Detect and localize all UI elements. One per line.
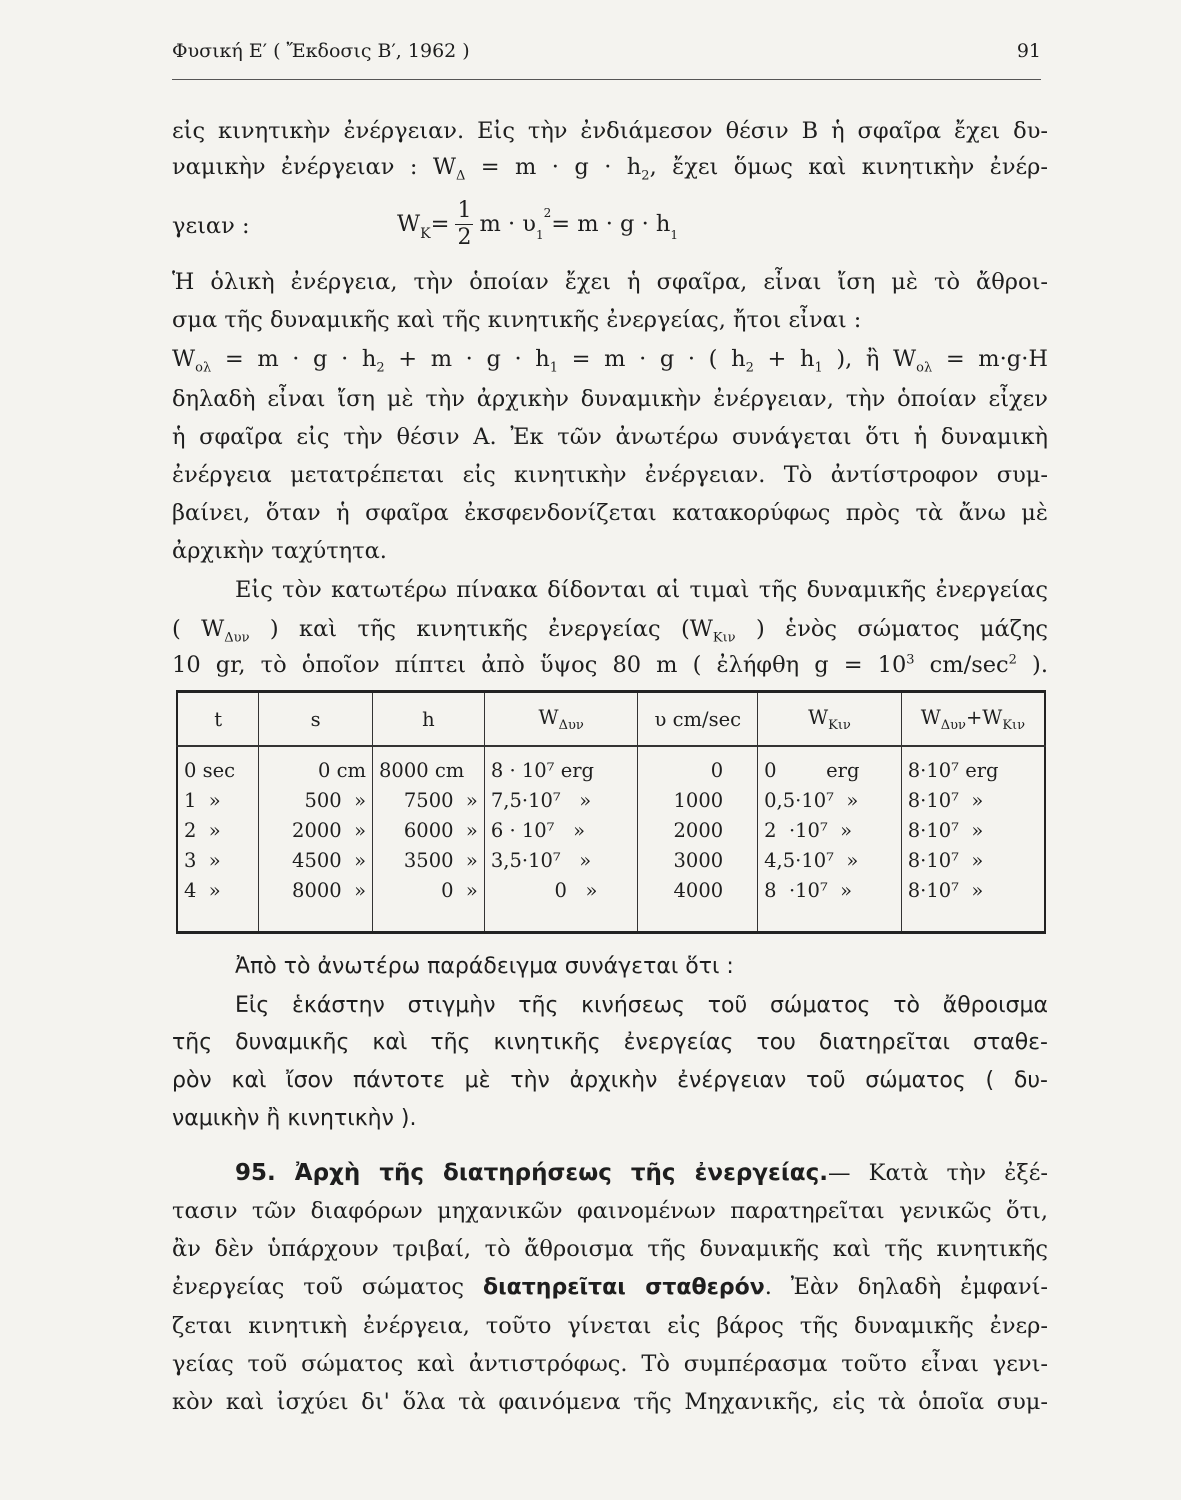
empty-cell [758,905,902,933]
cell-velocity: 3000 [638,845,758,875]
cell-t: 0 sec [177,746,259,785]
superscript: 2 [1008,652,1017,668]
empty-cell [259,905,373,933]
text-line [172,652,1048,678]
text-line: βαίνει, ὅταν ἡ σφαῖρα ἐκσφενδονίζεται κατακορύφως πρὸς τὰ ἄνω μὲ [172,500,1048,526]
running-title: Φυσική Ε′ ( Ἔκδοσις Β′, 1962 ) [172,40,470,62]
text-span: ναμικὴν ἐνέργειαν : W [172,154,456,180]
text-line: γείας τοῦ σώματος καὶ ἀντιστρόφως. Τὸ συμπέρασμα τοῦτο εἶναι γενι- [172,1351,1048,1377]
cell-w-dyn: 7,5·10⁷ » [484,785,638,815]
cell-w-kin: 4,5·10⁷ » [758,845,902,875]
cell-w-dyn: 3,5·10⁷ » [484,845,638,875]
cell-velocity: 1000 [638,785,758,815]
text-span: = [430,211,450,237]
text-line [172,616,1048,646]
subscript: 1 [535,228,544,242]
cell-w-sum: 8·10⁷ » [901,875,1045,905]
table-row [177,815,1045,845]
text-line [172,1274,1048,1300]
cell-w-dyn: 6 · 10⁷ » [484,815,638,845]
text-span: ), ἢ W [822,346,917,372]
fraction-one-half [455,197,473,250]
cell-w-sum: 8·10⁷ erg [901,746,1045,785]
text-line: ἂν δὲν ὑπάρχουν τριβαί, τὸ ἄθροισμα τῆς δυναμικῆς καὶ τῆς κινητικῆς [172,1236,1048,1262]
text-span: = m · g · h [465,154,642,180]
table-spacer-row [177,905,1045,933]
cell-w-dyn: 8 · 10⁷ erg [484,746,638,785]
conclusion-line: ναμικὴν ἢ κινητικὴν ). [172,1106,417,1131]
cell-s: 500 » [259,785,373,815]
cell-h: 3500 » [373,845,485,875]
text-line: ἀρχικὴν ταχύτητα. [172,538,387,564]
cell-h: 6000 » [373,815,485,845]
text-line: εἰς κινητικὴν ἐνέργειαν. Εἰς τὴν ἐνδιάμεσον θέσιν Β ἡ σφαῖρα ἔχει δυ- [172,118,1048,144]
table-row [177,875,1045,905]
text-span: W [920,705,941,729]
text-line [172,154,1048,184]
cell-h: 0 » [373,875,485,905]
text-span: ) ἑνὸς σώματος μάζης [735,616,1048,642]
subscript: Δυν [224,630,250,646]
text-span: = m · g · ( h [558,346,746,372]
superscript: 3 [906,652,915,668]
cell-w-kin: 0 erg [758,746,902,785]
cell-t: 3 » [177,845,259,875]
text-span: ἐνεργείας τοῦ σώματος [172,1274,483,1300]
text-span: ). [1016,652,1048,678]
text-line: ἡ σφαῖρα εἰς τὴν θέσιν Α. Ἐκ τῶν ἀνωτέρω συνάγεται ὅτι ἡ δυναμικὴ [172,424,1048,450]
text-span: γειαν : [172,213,250,239]
fraction-numerator: 1 [457,197,472,223]
kinetic-energy-formula [397,192,678,256]
cell-h: 7500 » [373,785,485,815]
text-line: δηλαδὴ εἶναι ἴση μὲ τὴν ἀρχικὴν δυναμικὴν ἐνέργειαν, τὴν ὁποίαν εἶχεν [172,386,1048,412]
text-line: σμα τῆς δυναμικῆς καὶ τῆς κινητικῆς ἐνεργείας, ἤτοι εἶναι : [172,307,862,333]
subscript: Κιν [828,717,851,733]
cell-s: 8000 » [259,875,373,905]
text-span: = m·g·H [932,346,1048,372]
empty-cell [177,905,259,933]
subscript: Κιν [712,630,736,646]
cell-velocity: 2000 [638,815,758,845]
table-row [177,845,1045,875]
text-span: , ἔχει ὅμως καὶ κινητικὴν ἐνέρ- [649,154,1048,180]
cell-s: 4500 » [259,845,373,875]
col-header-w-dyn [484,692,638,747]
section-title: Ἀρχὴ τῆς διατηρήσεως τῆς ἐνεργείας. [275,1160,828,1186]
text-span: . Ἐὰν δηλαδὴ ἐμφανί- [764,1274,1049,1300]
empty-cell [373,905,485,933]
cell-velocity: 4000 [638,875,758,905]
col-header-h: h [373,692,485,747]
text-span: = m · g · h [211,346,377,372]
total-energy-formula [172,346,1048,376]
text-span: ( W [172,616,225,642]
text-line: ἐνέργεια μετατρέπεται εἰς κινητικὴν ἐνέργειαν. Τὸ ἀντίστροφον συμ- [172,462,1048,488]
text-span: W [172,346,196,372]
superscript: 2 [543,206,552,220]
text-span: = m · g · h [551,211,671,237]
table-row [177,785,1045,815]
text-span: W [538,705,559,729]
text-span: W [397,211,421,237]
energy-table [176,690,1046,934]
conclusion-line: ρὸν καὶ ἴσον πάντοτε μὲ τὴν ἀρχικὴν ἐνέργειαν τοῦ σώματος ( δυ- [172,1068,1048,1093]
subscript: 2 [376,360,385,376]
conclusion-intro: Ἀπὸ τὸ ἀνωτέρω παράδειγμα συνάγεται ὅτι : [235,954,734,979]
text-line: τασιν τῶν διαφόρων μηχανικῶν φαινομένων παρατηρεῖται γενικῶς ὅτι, [172,1198,1048,1224]
cell-velocity: 0 [638,746,758,785]
text-span: + m · g · h [384,346,550,372]
subscript: 2 [745,360,754,376]
text-span: ) καὶ τῆς κινητικῆς ἐνεργείας (W [249,616,713,642]
subscript: Δ [455,168,466,184]
text-line: Ἡ ὁλικὴ ἐνέργεια, τὴν ὁποίαν ἔχει ἡ σφαῖρα, εἶναι ἴση μὲ τὸ ἄθροι- [172,269,1048,295]
cell-s: 2000 » [259,815,373,845]
subscript: Δυν [558,717,584,733]
text-span: +W [965,705,1003,729]
cell-w-dyn: 0 » [484,875,638,905]
col-header-w-kin [758,692,902,747]
subscript: 2 [641,168,650,184]
header-rule [172,79,1041,80]
formula-line-kinetic [172,192,1048,256]
cell-w-sum: 8·10⁷ » [901,785,1045,815]
conclusion-line: τῆς δυναμικῆς καὶ τῆς κινητικῆς ἐνεργείας του διατηρεῖται σταθε- [172,1030,1048,1055]
text-line: κὸν καὶ ἰσχύει δι' ὅλα τὰ φαινόμενα τῆς Μηχανικῆς, εἰς τὰ ὁποῖα συμ- [172,1389,1048,1415]
fraction-denominator: 2 [457,224,472,250]
section-heading-line [235,1160,1048,1186]
text-span: + h [753,346,815,372]
text-span: — Κατὰ τὴν ἐξέ- [827,1160,1048,1186]
cell-w-kin: 8 ·10⁷ » [758,875,902,905]
empty-cell [901,905,1045,933]
col-header-w-sum [901,692,1045,747]
conclusion-line: Εἰς ἑκάστην στιγμὴν τῆς κινήσεως τοῦ σώματος τὸ ἄθροισμα [235,993,1048,1018]
running-header [172,40,1041,62]
section-number: 95. [235,1160,276,1186]
col-header-s: s [259,692,373,747]
col-header-t: t [177,692,259,747]
text-span: m · υ [479,211,536,237]
cell-w-sum: 8·10⁷ » [901,845,1045,875]
text-line: Εἰς τὸν κατωτέρω πίνακα δίδονται αἱ τιμαὶ τῆς δυναμικῆς ἐνεργείας [235,577,1048,603]
subscript: K [420,226,431,242]
text-line: ζεται κινητικὴ ἐνέργεια, τοῦτο γίνεται εἰς βάρος τῆς δυναμικῆς ἐνερ- [172,1313,1048,1339]
subscript: 1 [814,360,823,376]
cell-h: 8000 cm [373,746,485,785]
cell-w-kin: 0,5·10⁷ » [758,785,902,815]
col-header-velocity: υ cm/sec [638,692,758,747]
text-span: W [808,705,829,729]
page-number: 91 [1016,40,1041,62]
subscript: ολ [916,360,933,376]
table-row [177,746,1045,785]
emphasis-text: διατηρεῖται σταθερόν [482,1275,765,1300]
cell-w-sum: 8·10⁷ » [901,815,1045,845]
empty-cell [484,905,638,933]
energy-table-container [176,690,1046,931]
cell-t: 4 » [177,875,259,905]
cell-w-kin: 2 ·10⁷ » [758,815,902,845]
cell-t: 1 » [177,785,259,815]
subscript: 1 [549,360,559,376]
text-span: 10 gr, τὸ ὁποῖον πίπτει ἀπὸ ὕψος 80 m ( ἐλήφθη g = 10 [172,652,907,678]
subscript: ολ [195,360,212,376]
cell-t: 2 » [177,815,259,845]
subscript: Δυν [940,717,966,733]
subscript: 1 [670,228,679,242]
text-span: cm/sec [914,652,1009,678]
empty-cell [638,905,758,933]
table-header-row [177,692,1045,747]
subscript: Κιν [1002,717,1026,733]
cell-s: 0 cm [259,746,373,785]
